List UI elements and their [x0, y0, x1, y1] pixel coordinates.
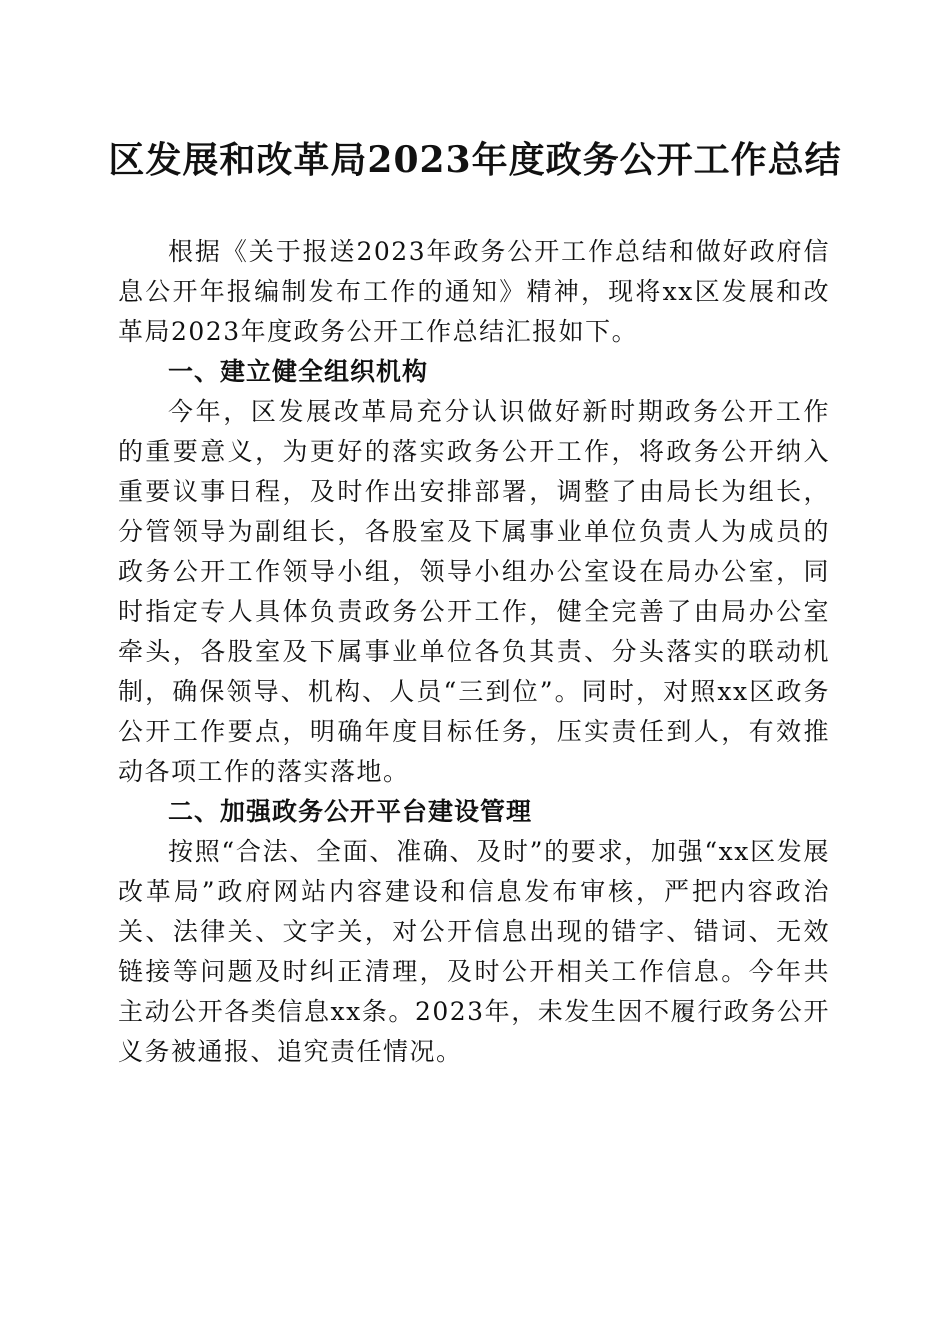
section-1-paragraph: 今年，区发展改革局充分认识做好新时期政务公开工作的重要意义，为更好的落实政务公开工作，将政务公开纳入重要议事日程，及时作出安排部署，调整了由局长为组长，分管领导为副组长，各股室及下属事业单位负责人为成员的政务公开工作领导小组，领导小组办公室设在局办公室，同时指定专人具体负责政务公开工作，健全完善了由局办公室牵头，各股室及下属事业单位各负其责、分头落实的联动机制，确保领导、机构、人员“三到位”。同时，对照xx区政务公开工作要点，明确年度目标任务，压实责任到人，有效推动各项工作的落实落地。 [118, 397, 830, 786]
intro-paragraph: 根据《关于报送2023年政务公开工作总结和做好政府信息公开年报编制发布工作的通知》精神，现将xx区发展和改革局2023年度政务公开工作总结汇报如下。 [118, 237, 830, 346]
section-1-heading: 一、建立健全组织机构 [168, 357, 429, 386]
section-2-heading: 二、加强政务公开平台建设管理 [168, 797, 533, 826]
document-body [118, 232, 830, 1072]
document-title: 区发展和改革局2023年度政务公开工作总结 [108, 139, 842, 181]
section-2-paragraph: 按照“合法、全面、准确、及时”的要求，加强“xx区发展改革局”政府网站内容建设和信息发布审核，严把内容政治关、法律关、文字关，对公开信息出现的错字、错词、无效链接等问题及时纠正清理，及时公开相关工作信息。今年共主动公开各类信息xx条。2023年，未发生因不履行政务公开义务被通报、追究责任情况。 [118, 837, 830, 1066]
